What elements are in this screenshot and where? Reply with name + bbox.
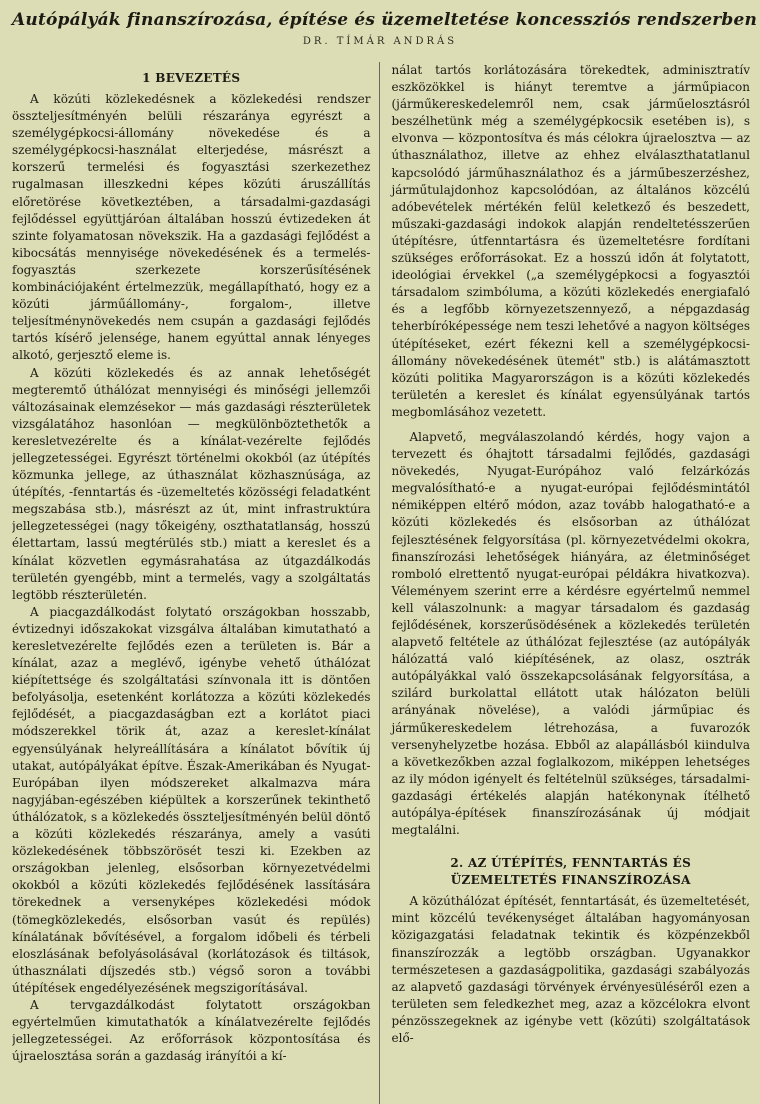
paragraph: A közúthálózat építését, fenntartását, és üzemeltetését, mint közcélú tevékenységet általában hagyományosan közigazgatási feladatnak tekintik és közpénzekből finanszírozzák a legtöbb országban. Ugyanakkor természetesen a gazdaságpolitika, gazdasági szabályozás az alapvető gazdasági törvények érvényesüléséről ezen a területen sem feledkezhet meg, azaz a közcélokra elvont pénzösszegeknek az igénybe vett (közúti) szolgáltatások elő-: [391, 894, 750, 1045]
section-heading-line-1: 2. AZ ÚTÉPÍTÉS, FENNTARTÁS ÉS: [450, 856, 692, 871]
right-column: [380, 62, 751, 1104]
paragraph: A közúti közlekedésnek a közlekedési rendszer összteljesítményén belüli részaránya egyrészt a személygépkocsi-állomány növekedése és a személygépkocsi-használat elterjedése, másrészt a korszerű termelési és fogyasztási szerkezethez rugalmasan illeszkedni képes közúti áruszállítás előretörése következtében, a társadalmi-gazdasági fejlődéssel együttjáróan általában hosszú évtizedeken át szinte folyamatosan növekszik. Ha a gazdasági fejlődést a kibocsátás mennyisége növekedésének és a termelés-fogyasztás szerkezete korszerűsítésének kombinációjaként értelmezzük, megállapítható, hogy ez a közúti járműállomány-, forgalom-, illetve teljesítménynövekedés nem csupán a gazdasági fejlődés tartós kísérő jelensége, hanem egyúttal annak lényeges alkotó, gerjesztő eleme is.: [12, 92, 371, 363]
article-title: Autópályák finanszírozása, építése és üzemeltetése koncessziós rendszerben: [12, 10, 758, 30]
article-author: DR. TÍMÁR ANDRÁS: [302, 36, 458, 47]
left-column: [12, 62, 380, 1104]
paragraph: A tervgazdálkodást folytatott országokban egyértelműen kimutathatók a kínálatvezérelte fejlődés jellegzetességei. Az erőforrások központosítása és újraelosztása során a gazdaság irányítói a kí-: [12, 997, 371, 1064]
section-heading-introduction: 1 BEVEZETÉS: [142, 71, 241, 85]
paragraph: A piacgazdálkodást folytató országokban hosszabb, évtizednyi időszakokat vizsgálva általában kimutatható a keresletvezérelte fejlődés ezen a területen is. Bár a kínálat, azaz a meglévő, igénybe vehető úthálózat kiépítettsége és szolgáltatási színvonala itt is döntően befolyásolja, esetenként korlátozza a közúti közlekedés fejlődését, a piacgazdaságban ezt a korlátot piaci módszerekkel törik át, azaz a kereslet-kínálat egyensúlyának helyreállítására a kínálatot bővítik új utakat, autópályákat építve. Észak-Amerikában és Nyugat-Európában ilyen módszereket alkalmazva mára nagyjában-egészében kiépültek a korszerűnek tekinthető úthálózatok, s a közlekedés összteljesítményén belül döntő a közúti közlekedés részaránya, amely a vasúti közlekedésének többszörösét teszi ki. Ezekben az országokban jelenleg, elsősorban környezetvédelmi okokból a közúti közlekedés fejlődésének lassítására törekednek a versenyképes közlekedési módok (tömegközlekedés, elsősorban vasút és repülés) kínálatának bővítésével, a forgalom időbeli és térbeli eloszlásának befolyásolásával (korlátozások és tiltások, úthasználati díjszedés stb.) végső soron a további útépítések engedélyezésének megszigorításával.: [12, 604, 371, 995]
section-heading-financing: [392, 855, 751, 889]
paragraph-continued: nálat tartós korlátozására törekedtek, adminisztratív eszközökkel is hiányt teremtve a járműpiacon (járműkereskedelemről nem, csak járműelosztásról beszélhetünk még a személygépkocsik esetében is), s elvonva — központosítva és más célokra újraelosztva — az úthasználathoz, illetve az ehhez elválaszthatatlanul kapcsolódó járműhasználathoz és a járműbeszerzéshez, járműtulajdonhoz kapcsolódóan, az általános közcélú adóbevételek mértékén felül keletkező és beszedett, műszaki-gazdasági indokok alapján rendeltetésszerűen útépítésre, útfenntartásra és üzemeltetésre fordítani szükséges erőforrásokat. Ez a hosszú időn át folytatott, ideológiai érvekkel („a személygépkocsi a fogyasztói társadalom szimbóluma, a közúti közlekedés energiafaló és a legfőbb környezetszennyező, a népgazdaság teherbíróképessége nem teszi lehetővé a nagyon költséges útépítéseket, ezért fékezni kell a személygépkocsi-állomány növekedésének ütemét" stb.) is alátámasztott közúti politika Magyarországon is a közúti közlekedés területén a kereslet és kínálat egyensúlyának tartós megbomlásához vezetett.: [391, 63, 750, 419]
paragraph: Alapvető, megválaszolandó kérdés, hogy vajon a tervezett és óhajtott társadalmi fejlődés, gazdasági növekedés, Nyugat-Európához való felzárkózás megvalósítható-e a nyugat-európai fejlődésmintától némiképpen eltérő módon, azaz tovább halogatható-e a közúti közlekedés és elsősorban az úthálózat fejlesztésének felgyorsítása (pl. környezetvédelmi okokra, finanszírozási lehetőségek hiányára, az életminőséget romboló elrettentő nyugat-európai példákra hivatkozva). Véleményem szerint erre a kérdésre egyértelmű nemmel kell válaszolnunk: a magyar társadalom és gazdaság fejlődésének, korszerűsödésének a közlekedés területén alapvető feltétele az úthálózat fejlesztése (az autópályák hálózattá való kiépítésének, az olasz, osztrák autópályákkal való összekapcsolásának felgyorsítása, a szilárd burkolattal ellátott utak hálózaton belüli arányának növelése), a valódi járműpiac és járműkereskedelem létrehozása, a fuvarozók versenyhelyzetbe hozása. Ebből az alapállásból kiindulva a következőkben azzal foglalkozom, miképpen lehetséges az ily módon igényelt és feltételnül szükséges, társadalmi-gazdasági értékelés alapján hatékonynak ítélhető autópálya-építések finanszírozásának új módjait megtalálni.: [391, 429, 750, 838]
section-heading-line-2: ÜZEMELTETÉS FINANSZÍROZÁSA: [450, 873, 691, 888]
article-body: [12, 62, 750, 1104]
paragraph: A közúti közlekedés és az annak lehetőségét megteremtő úthálózat mennyiségi és minőségi jellemzői változásainak elemzésekor — más gazdasági részterületek vizsgálatához hasonlóan — megkülönböztethetők a keresletvezérelte és a kínálat-vezérelte fejlődés jellegzetességei. Egyrészt történelmi okokból (az útépítés közmunka jellege, az úthasználat közhasznúsága, az útépítés, -fenntartás és -üzemeltetés közösségi feladatként megszabása stb.), másrészt az út, mint infrastruktúra jellegzetességei (nagy tőkeigény, oszthatatlanság, hosszú élettartam, lassú megtérülés stb.) miatt a kereslet és a kínálat közvetlen egymásrahatása az útgazdálkodás területén gyengébb, mint a termelés, vagy a szolgáltatás legtöbb részterületén.: [12, 365, 371, 602]
